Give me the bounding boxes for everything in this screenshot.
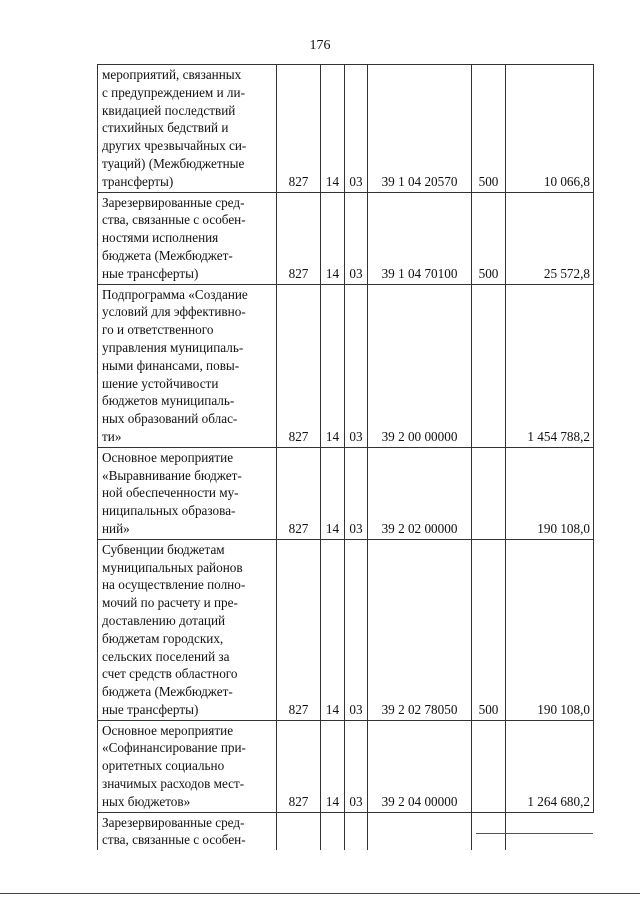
subsection-code-cell: 03 bbox=[345, 720, 368, 812]
description-line: ные трансферты) bbox=[102, 265, 199, 281]
description-line: бюджета (Межбюджет- bbox=[102, 684, 233, 700]
description-line: бюджетам городских, bbox=[102, 630, 224, 646]
subsection-code-cell: 03 bbox=[345, 65, 368, 193]
amount-cell: 1 264 680,2 bbox=[506, 720, 594, 812]
description-line: трансферты) bbox=[102, 173, 174, 189]
description-line: оритетных социально bbox=[102, 758, 225, 774]
description-line: ными финансами, повы- bbox=[102, 357, 240, 373]
description-line: бюджетов муниципаль- bbox=[102, 393, 235, 409]
description-line: Субвенции бюджетам bbox=[102, 541, 225, 557]
table-row bbox=[98, 447, 594, 539]
bottom-rule bbox=[476, 833, 593, 834]
description-line: Зарезервированные сред- bbox=[102, 194, 245, 210]
description-line: ные трансферты) bbox=[102, 701, 199, 717]
expense-type-cell bbox=[472, 812, 506, 850]
description-line: значимых расходов мест- bbox=[102, 776, 245, 792]
target-article-cell: 39 2 02 00000 bbox=[368, 447, 472, 539]
description-line: управления муниципаль- bbox=[102, 339, 244, 355]
amount-cell: 190 108,0 bbox=[506, 539, 594, 720]
section-code-cell: 14 bbox=[321, 539, 345, 720]
description-line: муниципальных районов bbox=[102, 559, 243, 575]
department-code-cell: 827 bbox=[277, 284, 321, 447]
target-article-cell: 39 1 04 70100 bbox=[368, 192, 472, 284]
subsection-code-cell bbox=[345, 812, 368, 850]
description-line: го и ответственного bbox=[102, 322, 214, 338]
table-row bbox=[98, 284, 594, 447]
description-line: доставлению дотаций bbox=[102, 612, 226, 628]
description-line: ства, связанные с особен- bbox=[102, 832, 246, 848]
section-code-cell: 14 bbox=[321, 65, 345, 193]
description-line: сельских поселений за bbox=[102, 648, 230, 664]
section-code-cell: 14 bbox=[321, 284, 345, 447]
table-row bbox=[98, 720, 594, 812]
subsection-code-cell: 03 bbox=[345, 192, 368, 284]
description-line: бюджета (Межбюджет- bbox=[102, 247, 233, 263]
subsection-code-cell: 03 bbox=[345, 284, 368, 447]
amount-cell: 25 572,8 bbox=[506, 192, 594, 284]
amount-cell bbox=[506, 812, 594, 850]
section-code-cell: 14 bbox=[321, 447, 345, 539]
section-code-cell: 14 bbox=[321, 192, 345, 284]
description-line: ных бюджетов» bbox=[102, 793, 191, 809]
department-code-cell: 827 bbox=[277, 539, 321, 720]
section-code-cell bbox=[321, 812, 345, 850]
description-line: туаций) (Межбюджетные bbox=[102, 155, 245, 171]
description-line: ных образований облас- bbox=[102, 411, 238, 427]
department-code-cell: 827 bbox=[277, 192, 321, 284]
target-article-cell: 39 2 04 00000 bbox=[368, 720, 472, 812]
page-number: 176 bbox=[309, 38, 331, 53]
table-row bbox=[98, 812, 594, 850]
expense-type-cell bbox=[472, 284, 506, 447]
target-article-cell: 39 2 02 78050 bbox=[368, 539, 472, 720]
amount-cell: 190 108,0 bbox=[506, 447, 594, 539]
description-line: квидацией последствий bbox=[102, 102, 236, 118]
section-code-cell: 14 bbox=[321, 720, 345, 812]
subsection-code-cell: 03 bbox=[345, 447, 368, 539]
amount-cell: 10 066,8 bbox=[506, 65, 594, 193]
description-line: ства, связанные с особен- bbox=[102, 212, 246, 228]
department-code-cell bbox=[277, 812, 321, 850]
department-code-cell: 827 bbox=[277, 65, 321, 193]
description-line: ной обеспеченности му- bbox=[102, 485, 239, 501]
expense-type-cell bbox=[472, 447, 506, 539]
description-cell bbox=[98, 284, 277, 447]
description-cell bbox=[98, 447, 277, 539]
description-cell bbox=[98, 192, 277, 284]
description-line: «Софинансирование при- bbox=[102, 740, 246, 756]
description-line: мероприятий, связанных bbox=[102, 67, 242, 82]
table-row bbox=[98, 539, 594, 720]
description-line: ти» bbox=[102, 428, 122, 444]
department-code-cell: 827 bbox=[277, 447, 321, 539]
table-row bbox=[98, 65, 594, 193]
description-line: Основное мероприятие bbox=[102, 722, 234, 738]
description-line: других чрезвычайных си- bbox=[102, 138, 247, 154]
amount-cell: 1 454 788,2 bbox=[506, 284, 594, 447]
description-line: мочий по расчету и пре- bbox=[102, 595, 238, 611]
expense-type-cell bbox=[472, 720, 506, 812]
description-cell bbox=[98, 65, 277, 193]
description-line: условий для эффективно- bbox=[102, 304, 246, 320]
department-code-cell: 827 bbox=[277, 720, 321, 812]
expense-type-cell: 500 bbox=[472, 539, 506, 720]
subsection-code-cell: 03 bbox=[345, 539, 368, 720]
description-line: стихийных бедствий и bbox=[102, 120, 229, 136]
description-cell bbox=[98, 539, 277, 720]
target-article-cell: 39 1 04 20570 bbox=[368, 65, 472, 193]
target-article-cell bbox=[368, 812, 472, 850]
expense-type-cell: 500 bbox=[472, 192, 506, 284]
description-cell bbox=[98, 812, 277, 850]
description-line: ний» bbox=[102, 520, 130, 536]
description-line: шение устойчивости bbox=[102, 375, 219, 391]
budget-table bbox=[97, 64, 594, 850]
description-line: с предупреждением и ли- bbox=[102, 84, 245, 100]
description-line: ниципальных образова- bbox=[102, 503, 236, 519]
description-line: Зарезервированные сред- bbox=[102, 814, 245, 830]
description-line: Основное мероприятие bbox=[102, 449, 234, 465]
footer-rule bbox=[0, 893, 640, 894]
description-line: на осуществление полно- bbox=[102, 577, 246, 593]
expense-type-cell: 500 bbox=[472, 65, 506, 193]
description-line: Подпрограмма «Создание bbox=[102, 286, 248, 302]
target-article-cell: 39 2 00 00000 bbox=[368, 284, 472, 447]
description-line: ностями исполнения bbox=[102, 230, 219, 246]
description-line: счет средств областного bbox=[102, 666, 238, 682]
description-cell bbox=[98, 720, 277, 812]
table-row bbox=[98, 192, 594, 284]
description-line: «Выравнивание бюджет- bbox=[102, 467, 242, 483]
